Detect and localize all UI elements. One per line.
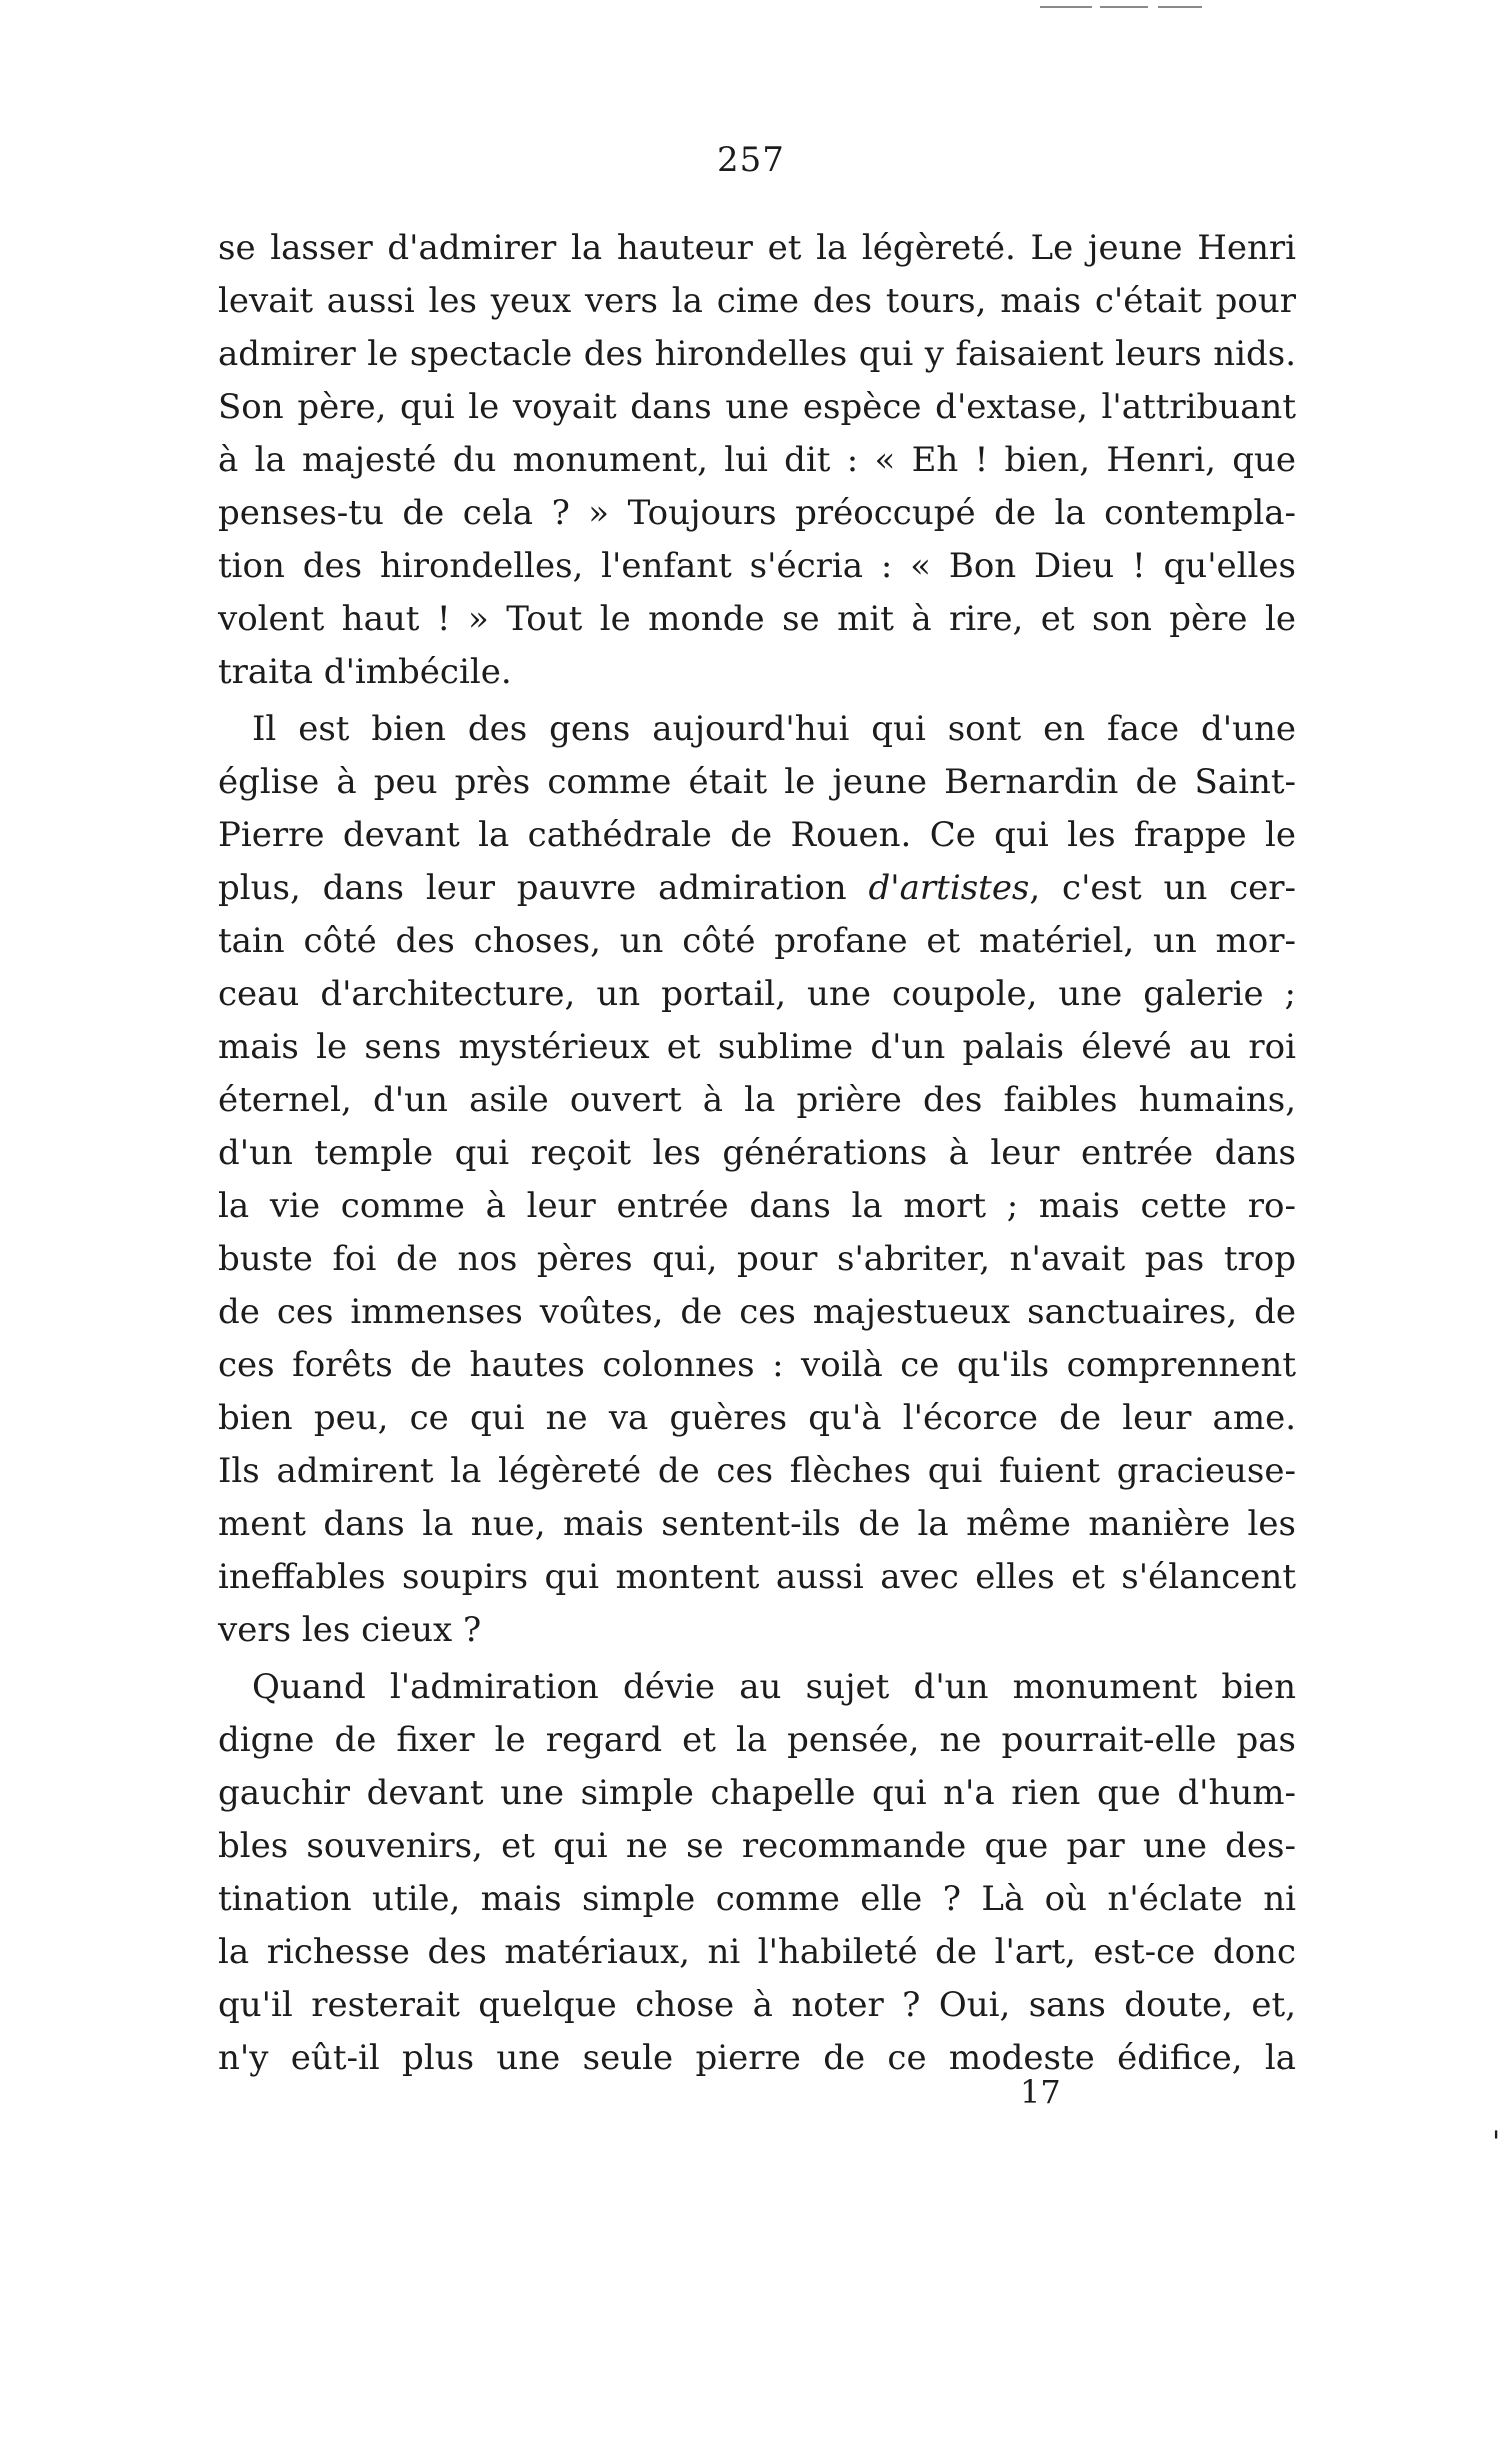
text-line: ineffables soupirs qui montent aussi avec elles et s'élancent — [218, 1557, 1296, 1597]
scan-artifact-dash — [1100, 6, 1148, 8]
text-line: Il est bien des gens aujourd'hui qui sont en face d'une — [252, 709, 1296, 749]
text-line: gauchir devant une simple chapelle qui n'a rien que d'hum- — [218, 1773, 1296, 1813]
text-line: bles souvenirs, et qui ne se recommande que par une des- — [218, 1826, 1296, 1866]
text-line: église à peu près comme était le jeune Bernardin de Saint- — [218, 762, 1296, 802]
margin-mark: ' — [1492, 2125, 1501, 2160]
text-line: ces forêts de hautes colonnes : voilà ce qu'ils comprennent — [218, 1345, 1296, 1385]
text-line: la richesse des matériaux, ni l'habileté de l'art, est-ce donc — [218, 1932, 1296, 1972]
text-line: Ils admirent la légèreté de ces flèches qui fuient gracieuse- — [218, 1451, 1296, 1491]
text-line: de ces immenses voûtes, de ces majestueux sanctuaires, de — [218, 1292, 1296, 1332]
text-line: tion des hirondelles, l'enfant s'écria : « Bon Dieu ! qu'elles — [218, 546, 1296, 586]
text-line: à la majesté du monument, lui dit : « Eh ! bien, Henri, que — [218, 440, 1296, 480]
text-line: qu'il resterait quelque chose à noter ? Oui, sans doute, et, — [218, 1985, 1296, 2025]
text-line: traita d'imbécile. — [218, 652, 512, 692]
text-line: admirer le spectacle des hirondelles qui y faisaient leurs nids. — [218, 334, 1296, 374]
text-line: volent haut ! » Tout le monde se mit à rire, et son père le — [218, 599, 1296, 639]
text-segment: plus, dans leur pauvre admiration — [218, 868, 869, 908]
text-line: éternel, d'un asile ouvert à la prière des faibles humains, — [218, 1080, 1296, 1120]
signature-mark: 17 — [1020, 2073, 1061, 2111]
text-segment: , c'est un cer- — [1029, 868, 1296, 908]
text-line: d'un temple qui reçoit les générations à leur entrée dans — [218, 1133, 1296, 1173]
text-line: se lasser d'admirer la hauteur et la légèreté. Le jeune Henri — [218, 228, 1296, 268]
text-line: Son père, qui le voyait dans une espèce d'extase, l'attribuant — [218, 387, 1296, 427]
text-line: Pierre devant la cathédrale de Rouen. Ce qui les frappe le — [218, 815, 1296, 855]
scan-artifact-dash — [1158, 6, 1202, 8]
text-line: bien peu, ce qui ne va guères qu'à l'écorce de leur ame. — [218, 1398, 1296, 1438]
text-line: vers les cieux ? — [218, 1610, 482, 1650]
text-line: tination utile, mais simple comme elle ? Là où n'éclate ni — [218, 1879, 1296, 1919]
scan-artifact-dash — [1040, 6, 1092, 8]
text-line: ceau d'architecture, un portail, une coupole, une galerie ; — [218, 974, 1296, 1014]
text-line: penses-tu de cela ? » Toujours préoccupé de la contempla- — [218, 493, 1296, 533]
text-line: tain côté des choses, un côté profane et matériel, un mor- — [218, 921, 1296, 961]
text-line: mais le sens mystérieux et sublime d'un palais élevé au roi — [218, 1027, 1296, 1067]
paragraph-1 — [218, 222, 1296, 2085]
text-line: digne de fixer le regard et la pensée, ne pourrait-elle pas — [218, 1720, 1296, 1760]
text-line: ment dans la nue, mais sentent-ils de la même manière les — [218, 1504, 1296, 1544]
text-line: levait aussi les yeux vers la cime des tours, mais c'était pour — [218, 281, 1296, 321]
text-line: buste foi de nos pères qui, pour s'abriter, n'avait pas trop — [218, 1239, 1296, 1279]
text-line: Quand l'admiration dévie au sujet d'un monument bien — [252, 1667, 1296, 1707]
page-number: 257 — [717, 140, 785, 180]
italic-word: d'artistes — [868, 868, 1030, 908]
text-line-with-italic — [218, 862, 1296, 915]
text-line: n'y eût-il plus une seule pierre de ce modeste édifice, la — [218, 2038, 1296, 2078]
text-line: la vie comme à leur entrée dans la mort ; mais cette ro- — [218, 1186, 1296, 1226]
